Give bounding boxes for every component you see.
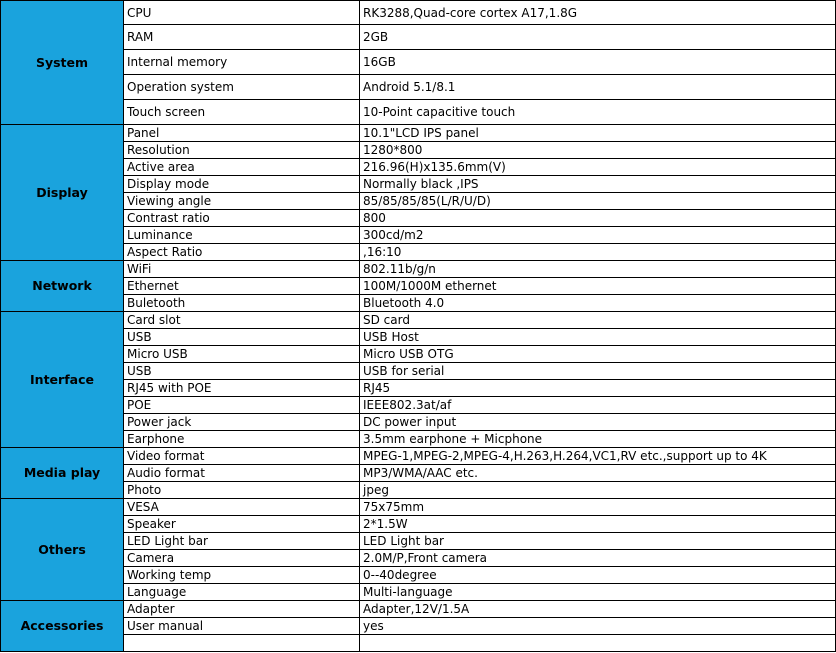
spec-row [1, 295, 836, 312]
spec-value: USB Host [360, 329, 836, 346]
spec-row [1, 499, 836, 516]
spec-label: Viewing angle [124, 193, 360, 210]
spec-row [1, 1, 836, 25]
spec-value: Normally black ,IPS [360, 176, 836, 193]
spec-label: POE [124, 397, 360, 414]
category-others: Others [1, 499, 124, 601]
spec-label: Camera [124, 550, 360, 567]
spec-label: Resolution [124, 142, 360, 159]
spec-row [1, 397, 836, 414]
spec-row [1, 567, 836, 584]
spec-value: USB for serial [360, 363, 836, 380]
spec-label: USB [124, 329, 360, 346]
spec-label: Photo [124, 482, 360, 499]
spec-row [1, 601, 836, 618]
spec-row [1, 635, 836, 652]
spec-label: Audio format [124, 465, 360, 482]
category-network: Network [1, 261, 124, 312]
spec-row [1, 431, 836, 448]
spec-row [1, 465, 836, 482]
spec-value: LED Light bar [360, 533, 836, 550]
spec-value: 75x75mm [360, 499, 836, 516]
spec-row [1, 25, 836, 50]
spec-label: Speaker [124, 516, 360, 533]
spec-row [1, 193, 836, 210]
spec-value: yes [360, 618, 836, 635]
spec-row [1, 448, 836, 465]
spec-value [360, 635, 836, 652]
spec-row [1, 142, 836, 159]
spec-label: RJ45 with POE [124, 380, 360, 397]
spec-value: SD card [360, 312, 836, 329]
spec-value: 216.96(H)x135.6mm(V) [360, 159, 836, 176]
spec-label [124, 635, 360, 652]
category-display: Display [1, 125, 124, 261]
spec-row [1, 125, 836, 142]
spec-label: Language [124, 584, 360, 601]
spec-row [1, 176, 836, 193]
spec-label: Video format [124, 448, 360, 465]
spec-label: Luminance [124, 227, 360, 244]
category-accessories: Accessories [1, 601, 124, 652]
spec-row [1, 482, 836, 499]
spec-label: Adapter [124, 601, 360, 618]
spec-row [1, 414, 836, 431]
spec-label: USB [124, 363, 360, 380]
spec-value: RK3288,Quad-core cortex A17,1.8G [360, 1, 836, 25]
spec-row [1, 550, 836, 567]
spec-label: WiFi [124, 261, 360, 278]
spec-value: 0--40degree [360, 567, 836, 584]
spec-value: jpeg [360, 482, 836, 499]
category-interface: Interface [1, 312, 124, 448]
spec-value: 16GB [360, 50, 836, 75]
spec-label: Display mode [124, 176, 360, 193]
spec-row [1, 210, 836, 227]
spec-row [1, 312, 836, 329]
spec-value: 1280*800 [360, 142, 836, 159]
spec-row [1, 244, 836, 261]
spec-value: Bluetooth 4.0 [360, 295, 836, 312]
spec-row [1, 346, 836, 363]
spec-label: Power jack [124, 414, 360, 431]
spec-label: RAM [124, 25, 360, 50]
spec-label: Aspect Ratio [124, 244, 360, 261]
spec-row [1, 159, 836, 176]
spec-row [1, 50, 836, 75]
spec-value: 10.1"LCD IPS panel [360, 125, 836, 142]
spec-label: Contrast ratio [124, 210, 360, 227]
spec-value: DC power input [360, 414, 836, 431]
spec-value: IEEE802.3at/af [360, 397, 836, 414]
category-media-play: Media play [1, 448, 124, 499]
spec-row [1, 618, 836, 635]
spec-value: 10-Point capacitive touch [360, 100, 836, 125]
spec-label: Active area [124, 159, 360, 176]
spec-label: Operation system [124, 75, 360, 100]
spec-label: Working temp [124, 567, 360, 584]
spec-row [1, 584, 836, 601]
spec-row [1, 278, 836, 295]
spec-label: User manual [124, 618, 360, 635]
spec-label: Card slot [124, 312, 360, 329]
spec-label: Internal memory [124, 50, 360, 75]
spec-row [1, 227, 836, 244]
spec-value: 802.11b/g/n [360, 261, 836, 278]
spec-row [1, 363, 836, 380]
spec-value: 2GB [360, 25, 836, 50]
spec-row [1, 380, 836, 397]
spec-label: Micro USB [124, 346, 360, 363]
spec-table-body [1, 1, 836, 652]
spec-label: Touch screen [124, 100, 360, 125]
spec-value: MPEG-1,MPEG-2,MPEG-4,H.263,H.264,VC1,RV etc.,support up to 4K [360, 448, 836, 465]
spec-label: Buletooth [124, 295, 360, 312]
spec-row [1, 533, 836, 550]
spec-value: Micro USB OTG [360, 346, 836, 363]
spec-row [1, 329, 836, 346]
spec-row [1, 100, 836, 125]
spec-value: ,16:10 [360, 244, 836, 261]
spec-row [1, 75, 836, 100]
spec-value: Multi-language [360, 584, 836, 601]
spec-label: CPU [124, 1, 360, 25]
spec-value: 300cd/m2 [360, 227, 836, 244]
spec-value: 3.5mm earphone + Micphone [360, 431, 836, 448]
spec-value: RJ45 [360, 380, 836, 397]
spec-value: 2*1.5W [360, 516, 836, 533]
spec-label: LED Light bar [124, 533, 360, 550]
spec-label: VESA [124, 499, 360, 516]
spec-label: Earphone [124, 431, 360, 448]
spec-value: 800 [360, 210, 836, 227]
spec-value: 85/85/85/85(L/R/U/D) [360, 193, 836, 210]
spec-value: Android 5.1/8.1 [360, 75, 836, 100]
category-system: System [1, 1, 124, 125]
spec-row [1, 261, 836, 278]
spec-label: Ethernet [124, 278, 360, 295]
spec-value: MP3/WMA/AAC etc. [360, 465, 836, 482]
spec-label: Panel [124, 125, 360, 142]
spec-value: Adapter,12V/1.5A [360, 601, 836, 618]
spec-row [1, 516, 836, 533]
spec-value: 100M/1000M ethernet [360, 278, 836, 295]
spec-value: 2.0M/P,Front camera [360, 550, 836, 567]
